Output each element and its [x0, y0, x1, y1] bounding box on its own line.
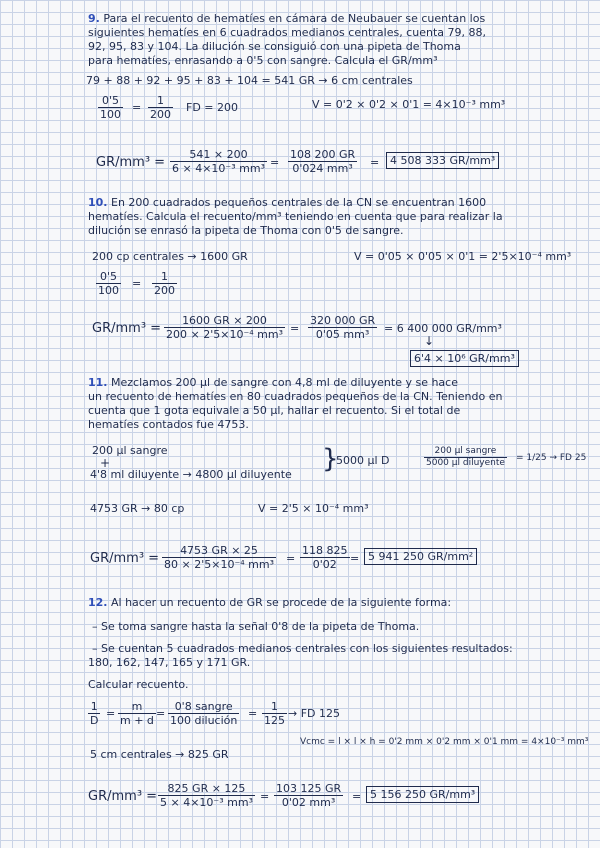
down-arrow-icon: ↓ [424, 334, 435, 348]
problem-12-equals-3: = [248, 707, 258, 720]
problem-12-one-over-d: $\frac{1}{D}$ [90, 700, 99, 727]
problem-10-dilution-fraction: $\frac{0'5}{100}$ [98, 270, 119, 297]
problem-11-diluent: 4'8 ml diluyente → 4800 µl diluyente [90, 468, 292, 481]
problem-11-statement-1: Mezclamos 200 µl de sangre con 4,8 ml de diluyente y se hace [111, 376, 458, 389]
problem-11-volume: V = 2'5 × 10⁻⁴ mm³ [258, 502, 369, 515]
problem-11-result: 5 941 250 GR/mm² [364, 548, 477, 565]
problem-10-number: 10. [88, 196, 108, 209]
problem-12-fraction-2: $\frac{825 GR \times 125}{\text{5 × 4×10⁻³ mm³}}$ [160, 782, 253, 809]
problem-10-equals: = [132, 277, 142, 290]
problem-10-fraction-2: $\frac{320 000 GR}{\text{0'05 mm³}}$ [310, 314, 376, 341]
problem-11-number: 11. [88, 376, 108, 389]
problem-9-volume: V = 0'2 × 0'2 × 0'1 = 4×10⁻³ mm³ [312, 98, 506, 111]
problem-11-statement-4: hematíes contados fue 4753. [88, 418, 249, 431]
problem-11-fraction-1: $\frac{4753 GR \times 25}{\text{80 × 2'5×10⁻⁴ mm³}}$ [164, 544, 274, 571]
problem-9-fraction-1: $\frac{541 \times 200}{\text{6 × 4×10⁻³ mm³}}$ [172, 148, 265, 175]
problem-12-equals-4: = [260, 790, 270, 803]
problem-12-number: 12. [88, 596, 108, 609]
problem-12-statement-2: – Se toma sangre hasta la señal 0'8 de la pipeta de Thoma. [92, 620, 420, 633]
problem-10-result: 6'4 × 10⁶ GR/mm³ [410, 350, 519, 367]
problem-12-equals-2: = [156, 707, 166, 720]
problem-9-dilution-fraction: $\frac{0'5}{100}$ [100, 94, 121, 121]
problem-11-total: 5000 µl D [336, 454, 390, 467]
problem-10-line-1 [88, 196, 486, 209]
problem-10-volume: V = 0'05 × 0'05 × 0'1 = 2'5×10⁻⁴ mm³ [354, 250, 572, 263]
problem-12-count: 5 cm centrales → 825 GR [90, 748, 229, 761]
problem-12-line-1 [88, 596, 451, 609]
problem-11-fraction-2: $\frac{118 825}{0'02}$ [302, 544, 348, 571]
problem-9-fd: FD = 200 [186, 101, 239, 114]
problem-10-statement-3: dilución se enrasó la pipeta de Thoma con 0'5 de sangre. [88, 224, 404, 237]
problem-9-statement-2: siguientes hematíes en 6 cuadrados medianos centrales, cuenta 79, 88, [88, 26, 486, 39]
problem-12-m-over-md: $\frac{m}{m + d}$ [120, 700, 154, 727]
problem-11-line-1 [88, 376, 458, 389]
problem-12-volume: Vcmc = l × l × h = 0'2 mm × 0'2 mm × 0'1 mm = 4×10⁻³ mm³ [300, 737, 589, 747]
problem-12-fraction-1: 0'8 sangre 100 dilución [170, 700, 238, 727]
problem-10-gr-label: GR/mm³ = [92, 321, 162, 336]
problem-10-intermediate: = 6 400 000 GR/mm³ [384, 322, 502, 335]
problem-9-statement-3: 92, 95, 83 y 104. La dilución se consiguió con una pipeta de Thoma [88, 40, 461, 53]
problem-9-sum: 79 + 88 + 92 + 95 + 83 + 104 = 541 GR → 6 cm centrales [86, 74, 413, 87]
problem-9-number: 9. [88, 12, 100, 25]
plus-icon: + [100, 456, 111, 470]
problem-12-equals-5: = [352, 790, 362, 803]
problem-9-line-1 [88, 12, 485, 25]
problem-9-equals-3: = [370, 156, 380, 169]
problem-12-calc: Calcular recuento. [88, 678, 189, 691]
problem-10-fraction-1: $\frac{1600 GR \times 200}{\text{200 × 2'5×10⁻⁴ mm³}}$ [166, 314, 283, 341]
problem-12-one-over-125: $\frac{1}{125}$ [264, 700, 285, 727]
problem-9-one-over-200: $\frac{1}{200}$ [150, 94, 171, 121]
problem-11-ratio-result: = 1/25 → FD 25 [516, 453, 587, 463]
problem-10-one-over-200: $\frac{1}{200}$ [154, 270, 175, 297]
problem-11-gr-label: GR/mm³ = [90, 551, 160, 566]
problem-9-fraction-2: $\frac{108 200 GR}{\text{0'024 mm³}}$ [290, 148, 356, 175]
problem-12-result: 5 156 250 GR/mm³ [366, 786, 479, 803]
problem-11-blood: 200 µl sangre [92, 444, 168, 457]
problem-11-equals-2: = [350, 552, 360, 565]
problem-9-equals: = [132, 101, 142, 114]
problem-9-statement-4: para hematíes, enrasando a 0'5 con sangre. Calcula el GR/mm³ [88, 54, 438, 67]
problem-12-statement-4: 180, 162, 147, 165 y 171 GR. [88, 656, 251, 669]
problem-11-ratio: 200 µl sangre 5000 µl diluyente [426, 446, 505, 468]
problem-11-count: 4753 GR → 80 cp [90, 502, 185, 515]
problem-9-gr-label: GR/mm³ = [96, 155, 166, 170]
problem-12-fd-value: FD 125 [300, 707, 341, 720]
problem-12-fd: → FD 125 [288, 707, 341, 720]
problem-10-statement-2: hematíes. Calcula el recuento/mm³ teniendo en cuenta que para realizar la [88, 210, 503, 223]
problem-12-equals: = [106, 707, 116, 720]
problem-10-equals-2: = [290, 322, 300, 335]
problem-12-gr-label: GR/mm³ = [88, 789, 158, 804]
problem-12-statement-3: – Se cuentan 5 cuadrados medianos centrales con los siguientes resultados: [92, 642, 513, 655]
problem-9-statement-1: Para el recuento de hematíes en cámara de Neubauer se cuentan los [103, 12, 486, 25]
problem-10-count: 200 cp centrales → 1600 GR [92, 250, 248, 263]
problem-10-statement-1: En 200 cuadrados pequeños centrales de la CN se encuentran 1600 [111, 196, 487, 209]
brace-icon: } [322, 444, 339, 474]
problem-11-statement-2: un recuento de hematíes en 80 cuadrados pequeños de la CN. Teniendo en [88, 390, 503, 403]
problem-9-result: 4 508 333 GR/mm³ [386, 152, 499, 169]
problem-9-equals-2: = [270, 156, 280, 169]
problem-11-equals: = [286, 552, 296, 565]
problem-12-statement-1: Al hacer un recuento de GR se procede de la siguiente forma: [111, 596, 452, 609]
problem-12-fraction-3: $\frac{103 125 GR}{\text{0'02 mm³}}$ [276, 782, 342, 809]
problem-11-statement-3: cuenta que 1 gota equivale a 50 µl, hallar el recuento. Si el total de [88, 404, 461, 417]
